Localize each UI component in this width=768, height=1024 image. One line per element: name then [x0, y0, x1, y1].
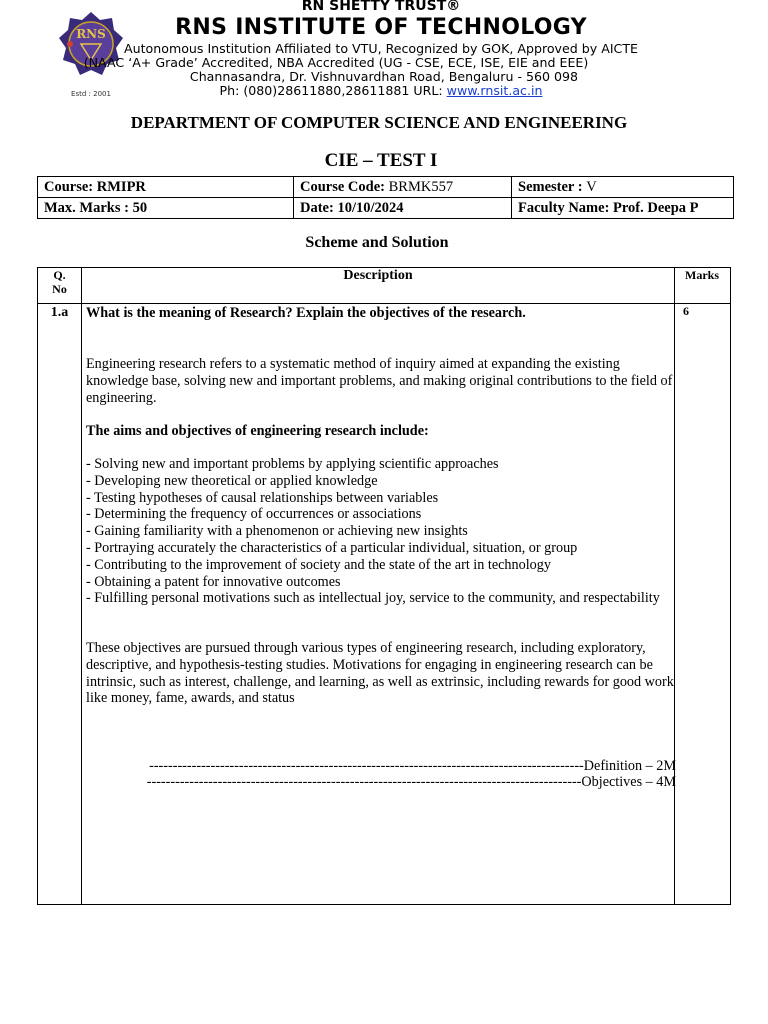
logo-estd: Estd : 2001	[71, 90, 111, 98]
list-item: - Determining the frequency of occurrences or associations	[86, 506, 422, 523]
question-text: What is the meaning of Research? Explain the objectives of the research.	[86, 305, 526, 321]
accreditation-line: (NAAC ‘A+ Grade’ Accredited, NBA Accredited (UG - CSE, ECE, ISE, EIE and EEE)	[83, 55, 589, 70]
list-item: - Obtaining a patent for innovative outcomes	[86, 573, 341, 590]
department-title: DEPARTMENT OF COMPUTER SCIENCE AND ENGINEERING	[130, 113, 628, 132]
list-item: - Portraying accurately the characteristics of a particular individual, situation, or group	[86, 539, 578, 556]
list-item: - Testing hypotheses of causal relationships between variables	[86, 489, 439, 506]
question-marks: 6	[683, 304, 689, 318]
phone-text: Ph: (080)28611880,28611881 URL:	[219, 83, 447, 98]
aims-heading: The aims and objectives of engineering research include:	[86, 423, 429, 439]
faculty-cell: Faculty Name: Prof. Deepa P	[512, 198, 734, 219]
question-number: 1.a	[50, 305, 69, 320]
list-item: - Solving new and important problems by applying scientific approaches	[86, 456, 499, 472]
course-cell: Course: RMIPR	[38, 177, 294, 198]
list-item: - Fulfilling personal motivations such as intellectual joy, service to the community, and respectability	[86, 590, 660, 607]
test-title: CIE – TEST I	[324, 150, 438, 171]
header-marks: Marks	[685, 268, 719, 282]
answer-intro: Engineering research refers to a systematic method of inquiry aimed at expanding the existing knowledge base, solving new and important problems, and making original contributions to the field of engineering.	[86, 356, 673, 406]
logo-lettering: RNS	[76, 27, 106, 41]
scheme-title: Scheme and Solution	[305, 234, 449, 251]
semester-cell: Semester : V	[512, 177, 734, 198]
list-item: - Contributing to the improvement of society and the state of the art in technology	[86, 556, 551, 573]
list-item: - Developing new theoretical or applied knowledge	[86, 472, 378, 489]
question-table	[37, 267, 731, 905]
date-cell: Date: 10/10/2024	[294, 198, 512, 219]
max-marks-cell: Max. Marks : 50	[38, 198, 294, 219]
address-line: Channasandra, Dr. Vishnuvardhan Road, Bengaluru - 560 098	[189, 69, 579, 84]
course-info-table	[37, 176, 734, 219]
institute-name: RNS INSTITUTE OF TECHNOLOGY	[175, 15, 587, 40]
objectives-list	[86, 456, 676, 607]
list-item: - Gaining familiarity with a phenomenon or achieving new insights	[86, 523, 468, 540]
header-description: Description	[343, 268, 413, 283]
trust-name: RN SHETTY TRUST®	[301, 0, 461, 14]
course-code-cell: Course Code: BRMK557	[294, 177, 512, 198]
contact-line	[0, 83, 765, 98]
scheme-definition: --------------------------------------------------------------------------------------------Definition – 2M	[149, 758, 676, 774]
scheme-objectives: --------------------------------------------------------------------------------------------Objectives – 4M	[146, 774, 676, 790]
website-link[interactable]: www.rnsit.ac.in	[446, 83, 543, 98]
affiliation-line: Autonomous Institution Affiliated to VTU, Recognized by GOK, Approved by AICTE	[124, 41, 638, 56]
answer-conclusion: These objectives are pursued through various types of engineering research, including exploratory, descriptive, and hypothesis-testing studies. Motivations for engaging in engineering research can be intrinsic, such as interest, challenge, and learning, as well as extrinsic, including rewards for good work like money, fame, awards, and status	[86, 640, 674, 707]
header-qno: Q. No	[52, 268, 67, 296]
